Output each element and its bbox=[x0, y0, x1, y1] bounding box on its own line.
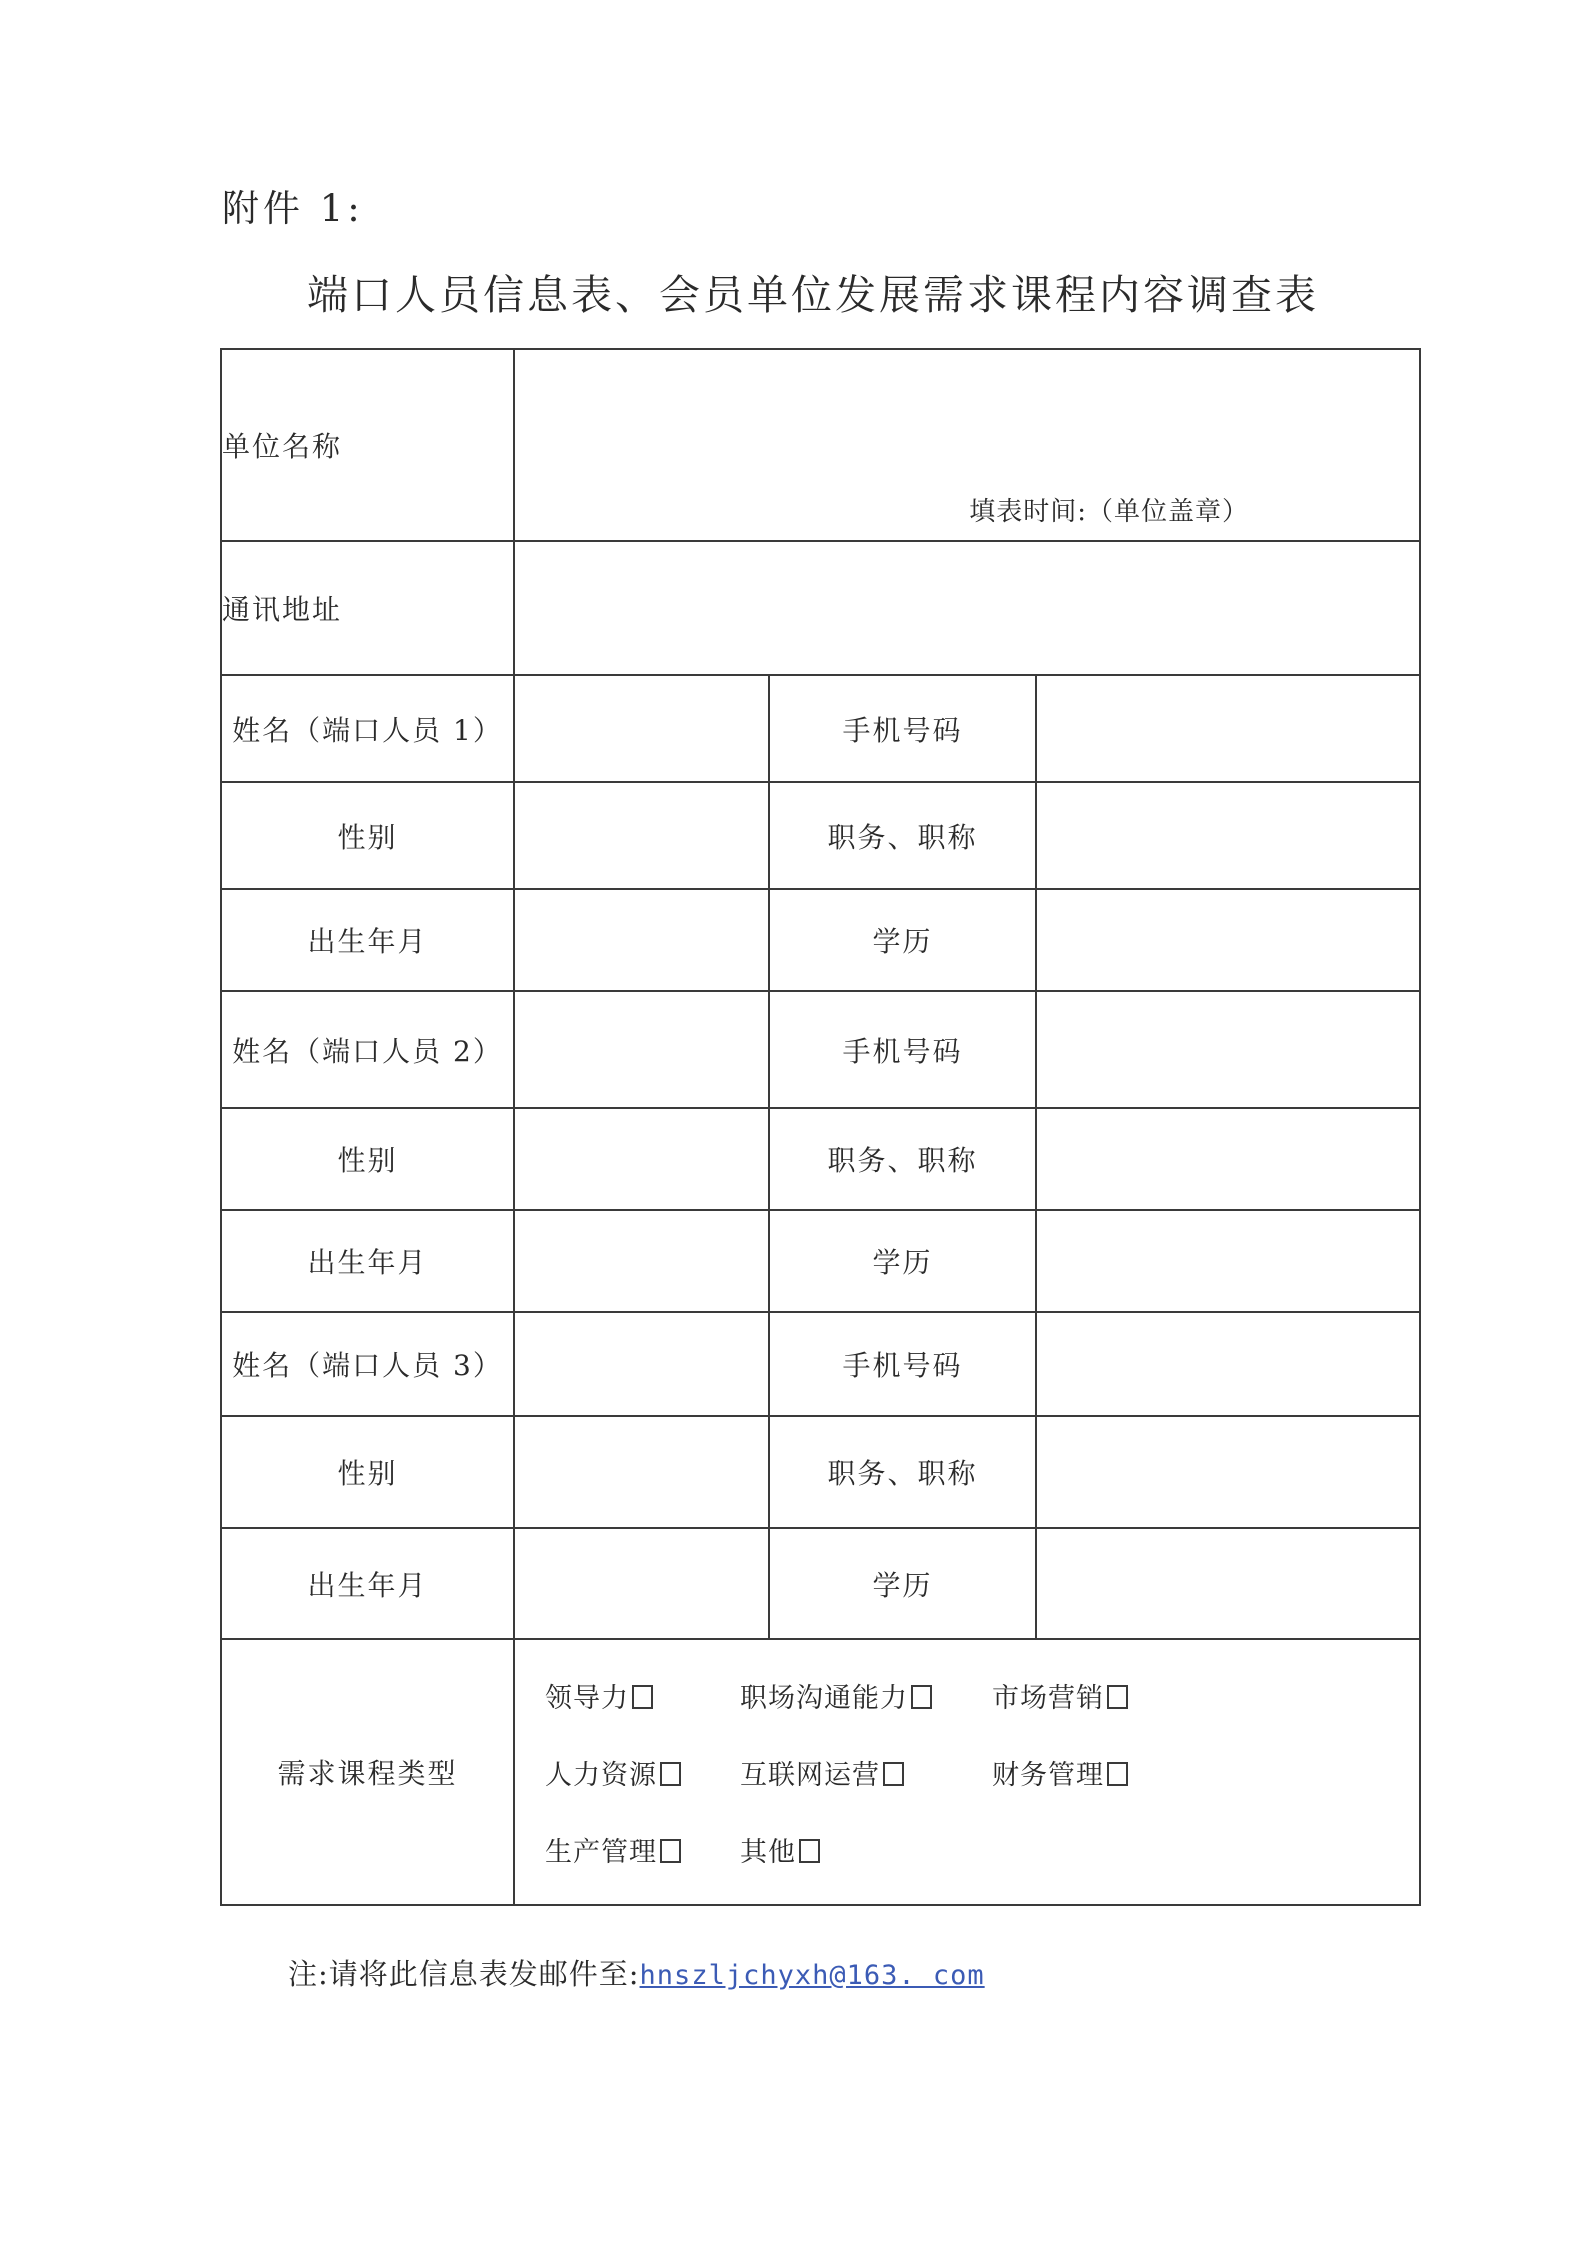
person3-birth-label: 出生年月 bbox=[221, 1528, 514, 1639]
person1-birth-field[interactable] bbox=[514, 889, 769, 991]
course-type-label: 需求课程类型 bbox=[221, 1639, 514, 1905]
course-option[interactable] bbox=[545, 1676, 740, 1715]
person3-position-label: 职务、职称 bbox=[769, 1416, 1036, 1528]
person1-name-field[interactable] bbox=[514, 675, 769, 782]
course-option-label: 生产管理 bbox=[545, 1836, 657, 1868]
person1-gender-field[interactable] bbox=[514, 782, 769, 889]
person1-name-label: 姓名（端口人员 1） bbox=[221, 675, 514, 782]
course-option-label: 市场营销 bbox=[992, 1682, 1104, 1714]
person2-gender-field[interactable] bbox=[514, 1108, 769, 1210]
course-option-label: 互联网运营 bbox=[740, 1759, 880, 1791]
person1-phone-field[interactable] bbox=[1036, 675, 1420, 782]
person2-birth-field[interactable] bbox=[514, 1210, 769, 1312]
checkbox-icon[interactable] bbox=[911, 1685, 932, 1709]
address-field[interactable] bbox=[514, 541, 1420, 675]
person2-education-label: 学历 bbox=[769, 1210, 1036, 1312]
person3-name-field[interactable] bbox=[514, 1312, 769, 1416]
person3-birth-field[interactable] bbox=[514, 1528, 769, 1639]
person1-position-label: 职务、职称 bbox=[769, 782, 1036, 889]
course-options-cell bbox=[514, 1639, 1420, 1905]
person2-phone-label: 手机号码 bbox=[769, 991, 1036, 1108]
person3-name-label: 姓名（端口人员 3） bbox=[221, 1312, 514, 1416]
checkbox-icon[interactable] bbox=[660, 1762, 681, 1786]
person2-education-field[interactable] bbox=[1036, 1210, 1420, 1312]
course-option[interactable] bbox=[545, 1830, 740, 1869]
person2-birth-label: 出生年月 bbox=[221, 1210, 514, 1312]
person3-education-label: 学历 bbox=[769, 1528, 1036, 1639]
person3-phone-label: 手机号码 bbox=[769, 1312, 1036, 1416]
course-option-label: 职场沟通能力 bbox=[740, 1682, 908, 1714]
person1-birth-label: 出生年月 bbox=[221, 889, 514, 991]
course-option[interactable] bbox=[992, 1676, 1192, 1715]
person2-position-label: 职务、职称 bbox=[769, 1108, 1036, 1210]
checkbox-icon[interactable] bbox=[1107, 1685, 1128, 1709]
unit-name-field[interactable] bbox=[514, 349, 1420, 541]
course-option-label: 人力资源 bbox=[545, 1759, 657, 1791]
person1-position-field[interactable] bbox=[1036, 782, 1420, 889]
checkbox-icon[interactable] bbox=[632, 1685, 653, 1709]
course-option-label: 财务管理 bbox=[992, 1759, 1104, 1791]
person2-name-label: 姓名（端口人员 2） bbox=[221, 991, 514, 1108]
page-title: 端口人员信息表、会员单位发展需求课程内容调查表 bbox=[307, 271, 1319, 319]
person1-gender-label: 性别 bbox=[221, 782, 514, 889]
stamp-note: 填表时间:（单位盖章） bbox=[969, 497, 1250, 527]
email-link[interactable]: hnszljchyxh@163. com bbox=[639, 1960, 985, 1991]
course-option[interactable] bbox=[740, 1753, 992, 1792]
person1-education-field[interactable] bbox=[1036, 889, 1420, 991]
course-option[interactable] bbox=[992, 1753, 1192, 1792]
person3-phone-field[interactable] bbox=[1036, 1312, 1420, 1416]
footer-note-text: 注:请将此信息表发邮件至: bbox=[288, 1957, 640, 1991]
course-options bbox=[515, 1676, 1419, 1869]
person3-position-field[interactable] bbox=[1036, 1416, 1420, 1528]
person2-position-field[interactable] bbox=[1036, 1108, 1420, 1210]
person2-phone-field[interactable] bbox=[1036, 991, 1420, 1108]
info-form-table bbox=[220, 348, 1421, 1906]
person3-gender-label: 性别 bbox=[221, 1416, 514, 1528]
person3-gender-field[interactable] bbox=[514, 1416, 769, 1528]
checkbox-icon[interactable] bbox=[1107, 1762, 1128, 1786]
course-option-label: 领导力 bbox=[545, 1682, 629, 1714]
course-option[interactable] bbox=[545, 1753, 740, 1792]
annex-label: 附件 1: bbox=[222, 187, 364, 230]
footer-note bbox=[288, 1952, 985, 1993]
course-option-label: 其他 bbox=[740, 1836, 796, 1868]
checkbox-icon[interactable] bbox=[883, 1762, 904, 1786]
course-option[interactable] bbox=[740, 1830, 992, 1869]
address-label: 通讯地址 bbox=[221, 541, 514, 675]
checkbox-icon[interactable] bbox=[660, 1839, 681, 1863]
unit-name-label: 单位名称 bbox=[221, 349, 514, 541]
person1-education-label: 学历 bbox=[769, 889, 1036, 991]
person3-education-field[interactable] bbox=[1036, 1528, 1420, 1639]
checkbox-icon[interactable] bbox=[799, 1839, 820, 1863]
person1-phone-label: 手机号码 bbox=[769, 675, 1036, 782]
course-option[interactable] bbox=[740, 1676, 992, 1715]
person2-gender-label: 性别 bbox=[221, 1108, 514, 1210]
person2-name-field[interactable] bbox=[514, 991, 769, 1108]
